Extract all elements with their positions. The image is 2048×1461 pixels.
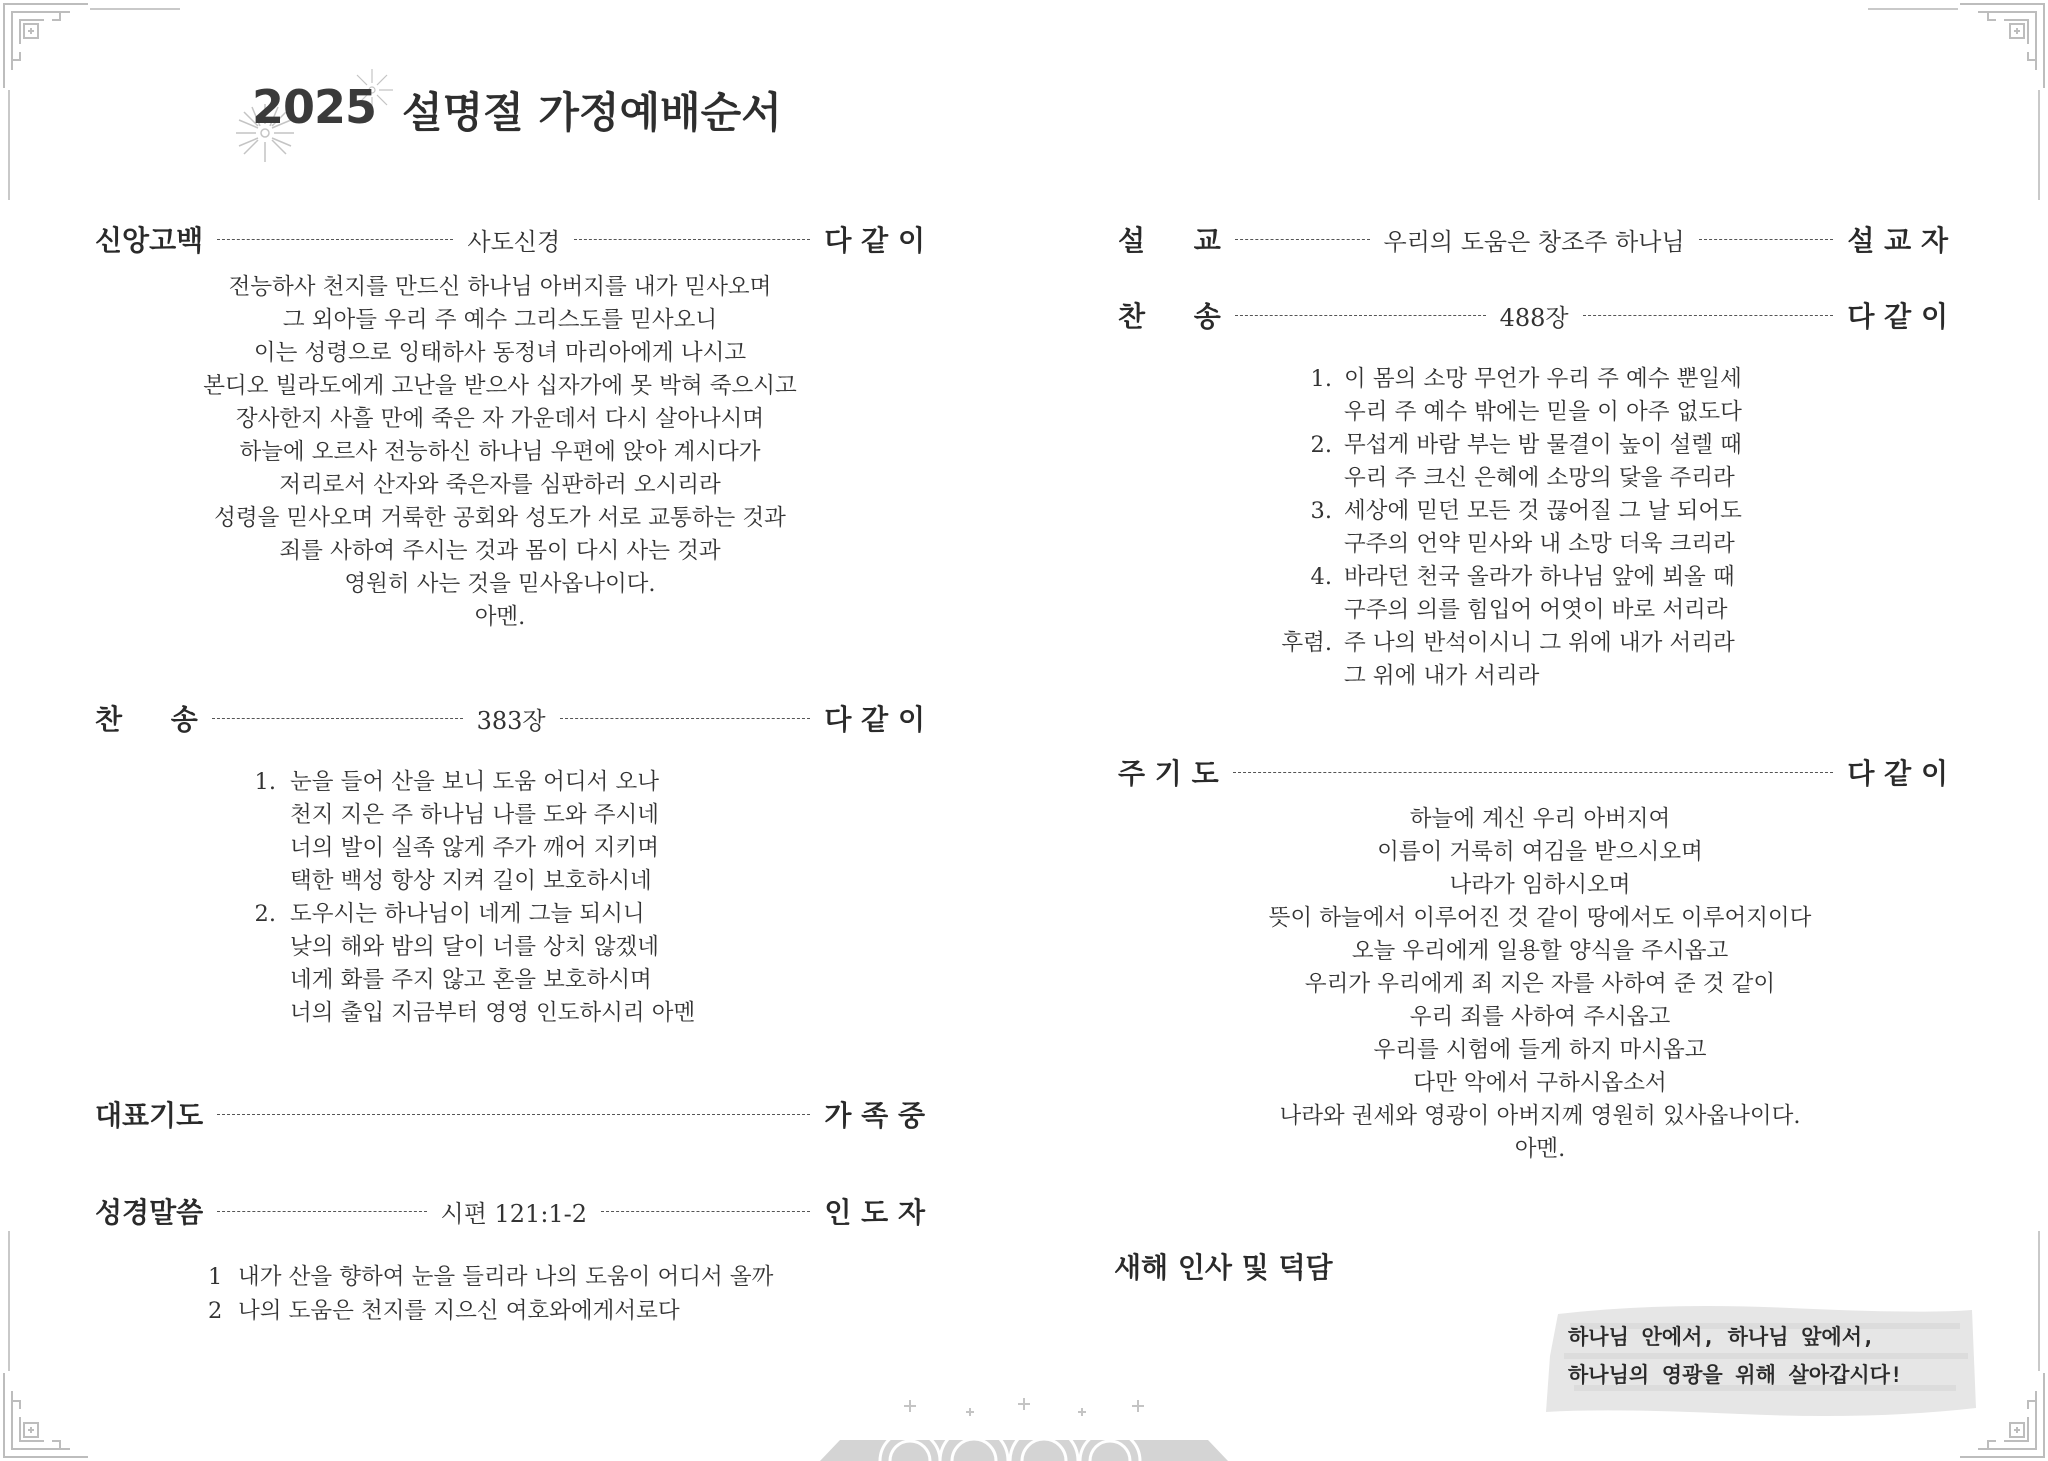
lyric-line: 세상에 믿던 모든 것 끊어질 그 날 되어도 xyxy=(1344,498,1742,524)
dotted-leader xyxy=(560,718,811,719)
dotted-leader xyxy=(212,718,463,719)
border-line xyxy=(8,1231,10,1371)
section-label: 찬 송 xyxy=(95,703,198,736)
text-line: 전능하사 천지를 만드신 하나님 아버지를 내가 믿사오며 xyxy=(228,274,772,300)
border-line xyxy=(1868,8,1958,10)
verse-number: 2 xyxy=(208,1298,223,1324)
lyric-line: 너의 출입 지금부터 영영 인도하시리 아멘 xyxy=(290,1000,696,1026)
section-label: 신앙고백 xyxy=(95,224,204,257)
lyric-line: 구주의 의를 힘입어 어엿이 바로 서리라 xyxy=(1344,597,1728,623)
creed-text xyxy=(140,271,860,634)
section-leader: 설 교 자 xyxy=(1847,224,1948,257)
text-line: 죄를 사하여 주시는 것과 몸이 다시 사는 것과 xyxy=(279,538,721,564)
dotted-leader xyxy=(217,1211,426,1212)
dotted-leader xyxy=(1233,772,1834,773)
text-line: 이름이 거룩히 여김을 받으시오며 xyxy=(1377,839,1703,865)
hymn-verse xyxy=(1310,429,1742,495)
lyric-line: 이 몸의 소망 무언가 우리 주 예수 뿐일세 xyxy=(1344,366,1742,392)
text-line: 성령을 믿사오며 거룩한 공회와 성도가 서로 교통하는 것과 xyxy=(214,505,786,531)
lyric-line: 낮의 해와 밤의 달이 너를 상치 않겠네 xyxy=(290,934,659,960)
text-line: 하늘에 오르사 전능하신 하나님 우편에 앉아 계시다가 xyxy=(239,439,761,465)
verse-number: 4. xyxy=(1310,564,1332,590)
lyric-line: 우리 주 크신 은혜에 소망의 닻을 주리라 xyxy=(1344,465,1735,491)
section-sermon-header xyxy=(1118,219,1948,259)
verse-number: 1. xyxy=(1310,366,1332,392)
text-line: 우리가 우리에게 죄 지은 자를 사하여 준 것 같이 xyxy=(1304,971,1776,997)
dotted-leader xyxy=(1235,239,1370,240)
section-prayer-header xyxy=(95,1094,925,1134)
hymn-verse xyxy=(254,898,696,1030)
text-line: 우리를 시험에 들게 하지 마시옵고 xyxy=(1373,1037,1707,1063)
scripture-text xyxy=(208,1260,773,1328)
verse-line xyxy=(208,1294,773,1328)
dotted-leader xyxy=(1235,315,1486,316)
border-line xyxy=(8,90,10,200)
verse-text: 내가 산을 향하여 눈을 들리라 나의 도움이 어디서 올까 xyxy=(238,1264,774,1290)
greeting-heading: 새해 인사 및 덕담 xyxy=(1114,1251,1333,1284)
text-line: 장사한지 사흘 만에 죽은 자 가운데서 다시 살아나시며 xyxy=(235,406,765,432)
section-hymn2-header xyxy=(1118,295,1948,335)
hymn-verse xyxy=(254,766,695,898)
verse-number: 1 xyxy=(208,1264,223,1290)
section-title: 우리의 도움은 창조주 하나님 xyxy=(1383,227,1685,256)
section-leader: 다 같 이 xyxy=(1847,757,1948,790)
lyric-line: 눈을 들어 산을 보니 도움 어디서 오나 xyxy=(290,769,659,795)
verse-number: 후렴. xyxy=(1281,630,1332,656)
border-line xyxy=(2038,90,2040,200)
section-leader: 인 도 자 xyxy=(824,1196,926,1229)
text-line: 본디오 빌라도에게 고난을 받으사 십자가에 못 박혀 죽으시고 xyxy=(203,373,797,399)
wave-ornament xyxy=(820,1398,1228,1461)
motto-text xyxy=(1568,1318,1978,1394)
dotted-leader xyxy=(1583,315,1834,316)
section-lords-prayer-header xyxy=(1118,752,1948,792)
hymn1-lyrics xyxy=(254,766,696,1030)
text-line: 뜻이 하늘에서 이루어진 것 같이 땅에서도 이루어지이다 xyxy=(1268,905,1812,931)
title-year: 2025 xyxy=(252,80,377,134)
section-creed-header xyxy=(95,219,925,259)
lyric-line: 무섭게 바람 부는 밤 물결이 높이 설렐 때 xyxy=(1344,432,1742,458)
verse-number: 2. xyxy=(1310,432,1332,458)
section-label: 설 교 xyxy=(1118,224,1221,257)
section-title: 488장 xyxy=(1499,303,1569,332)
border-line xyxy=(90,8,180,10)
text-line: 우리 죄를 사하여 주시옵고 xyxy=(1409,1004,1671,1030)
motto-line: 하나님의 영광을 위해 살아갑시다! xyxy=(1568,1363,1903,1387)
text-line: 오늘 우리에게 일용할 양식을 주시옵고 xyxy=(1351,938,1729,964)
verse-text: 나의 도움은 천지를 지으신 여호와에게서로다 xyxy=(238,1298,680,1324)
section-leader: 다 같 이 xyxy=(1847,300,1949,333)
verse-line xyxy=(208,1260,773,1294)
lyric-line: 택한 백성 항상 지켜 길이 보호하시네 xyxy=(290,868,652,894)
text-line: 하늘에 계신 우리 아버지여 xyxy=(1409,806,1671,832)
hymn2-lyrics xyxy=(1281,363,1742,693)
text-line: 이는 성령으로 잉태하사 동정녀 마리아에게 나시고 xyxy=(253,340,747,366)
title-text: 설명절 가정예배순서 xyxy=(402,88,782,137)
section-hymn1-header xyxy=(95,698,925,738)
hymn-verse xyxy=(1310,363,1742,429)
section-label: 주 기 도 xyxy=(1118,757,1219,790)
lyric-line: 네게 화를 주지 않고 혼을 보호하시며 xyxy=(290,967,652,993)
text-line: 나라와 권세와 영광이 아버지께 영원히 있사옵나이다. xyxy=(1279,1103,1801,1129)
lyric-line: 바라던 천국 올라가 하나님 앞에 뵈올 때 xyxy=(1344,564,1735,590)
dotted-leader xyxy=(217,1114,810,1115)
lyric-line: 도우시는 하나님이 네게 그늘 되시니 xyxy=(290,901,645,927)
hymn-verse xyxy=(1310,561,1742,627)
border-line xyxy=(2038,1231,2040,1371)
hymn-verse xyxy=(1281,627,1742,693)
lyric-line: 주 나의 반석이시니 그 위에 내가 서리라 xyxy=(1344,630,1735,656)
text-line: 영원히 사는 것을 믿사옵나이다. xyxy=(344,571,656,597)
corner-ornament xyxy=(0,0,90,90)
text-line: 그 외아들 우리 주 예수 그리스도를 믿사오니 xyxy=(282,307,718,333)
section-label: 대표기도 xyxy=(95,1099,204,1132)
dotted-leader xyxy=(1699,239,1834,240)
verse-number: 2. xyxy=(254,901,276,927)
lyric-line: 그 위에 내가 서리라 xyxy=(1344,663,1540,689)
page-title xyxy=(230,62,850,152)
dotted-leader xyxy=(217,239,453,240)
section-leader: 가 족 중 xyxy=(824,1099,925,1132)
text-line: 아멘. xyxy=(1514,1136,1566,1162)
lords-prayer-text xyxy=(1195,803,1885,1166)
section-scripture-header xyxy=(95,1191,925,1231)
dotted-leader xyxy=(601,1211,810,1212)
corner-ornament xyxy=(1958,0,2048,90)
verse-number: 3. xyxy=(1310,498,1332,524)
text-line: 저리로서 산자와 죽은자를 심판하러 오시리라 xyxy=(279,472,721,498)
text-line: 다만 악에서 구하시옵소서 xyxy=(1413,1070,1667,1096)
corner-ornament xyxy=(0,1371,90,1461)
lyric-line: 천지 지은 주 하나님 나를 도와 주시네 xyxy=(290,802,659,828)
section-label: 찬 송 xyxy=(1118,300,1221,333)
lyric-line: 구주의 언약 믿사와 내 소망 더욱 크리라 xyxy=(1344,531,1735,557)
text-line: 아멘. xyxy=(474,604,526,630)
section-label: 성경말씀 xyxy=(95,1196,204,1229)
dotted-leader xyxy=(574,239,810,240)
section-title: 사도신경 xyxy=(467,227,561,256)
section-title: 시편 121:1-2 xyxy=(440,1199,588,1228)
lyric-line: 너의 발이 실족 않게 주가 깨어 지키며 xyxy=(290,835,659,861)
lyric-line: 우리 주 예수 밖에는 믿을 이 아주 없도다 xyxy=(1344,399,1742,425)
section-title: 383장 xyxy=(476,706,546,735)
text-line: 나라가 임하시오며 xyxy=(1449,872,1631,898)
section-leader: 다 같 이 xyxy=(824,224,925,257)
section-leader: 다 같 이 xyxy=(824,703,926,736)
verse-number: 1. xyxy=(254,769,276,795)
hymn-verse xyxy=(1310,495,1742,561)
motto-line: 하나님 안에서, 하나님 앞에서, xyxy=(1568,1325,1875,1349)
